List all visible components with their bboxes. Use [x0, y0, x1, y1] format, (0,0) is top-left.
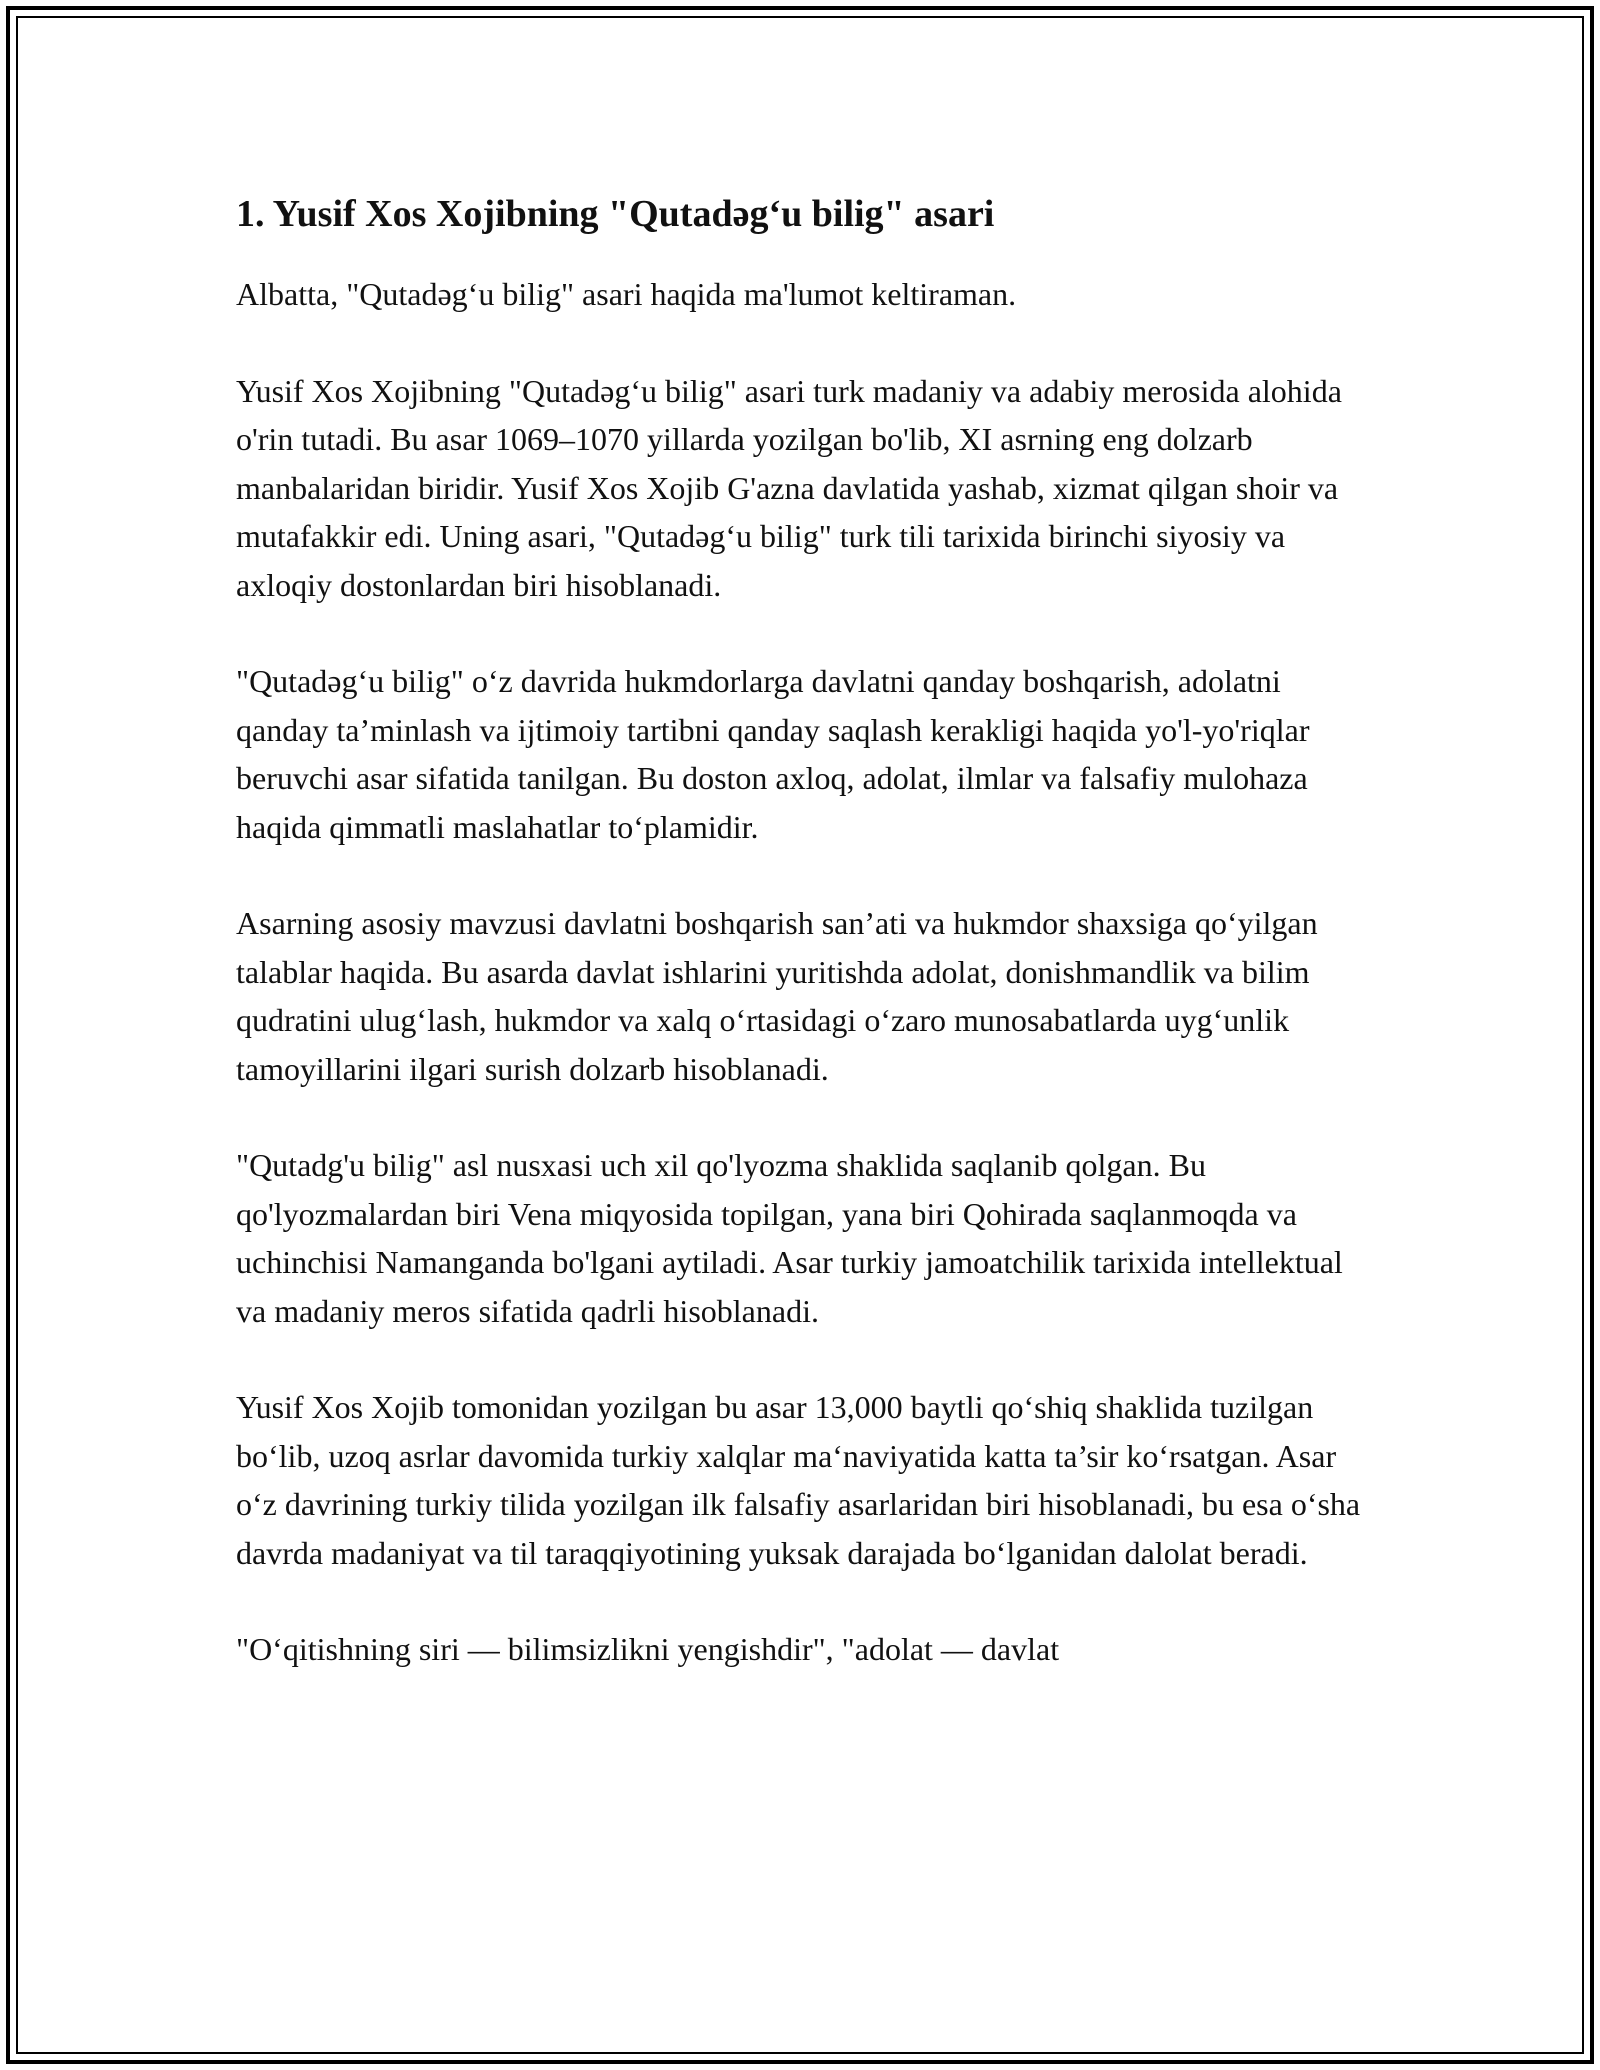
paragraph-structure-influence: Yusif Xos Xojib tomonidan yozilgan bu asar 13,000 baytli qo‘shiq shaklida tuzilgan bo‘lib, uzoq asrlar davomida turkiy xalqlar ma‘naviyatida katta ta’sir ko‘rsatgan. Asar o‘z davrining turkiy tilida yozilgan ilk falsafiy asarlaridan biri hisoblanadi, bu esa o‘sha davrda madaniyat va til taraqqiyotining yuksak darajada bo‘lganidan dalolat beradi. [236, 1389, 1361, 1571]
paragraph-quotes: "O‘qitishning siri — bilimsizlikni yengishdir", "adolat — davlat [236, 1631, 1060, 1667]
document-body [236, 186, 1376, 1674]
paragraph-author-overview: Yusif Xos Xojibning "Qutadəg‘u bilig" asari turk madaniy va adabiy merosida alohida o'rin tutadi. Bu asar 1069–1070 yillarda yozilgan bo'lib, XI asrning eng dolzarb manbalaridan biridir. Yusif Xos Xojib G'azna davlatida yashab, xizmat qilgan shoir va mutafakkir edi. Uning asari, "Qutadəg‘u bilig" turk tili tarixida birinchi siyosiy va axloqiy dostonlardan biri hisoblanadi. [236, 372, 1342, 603]
section-heading: 1. Yusif Xos Xojibning "Qutadəg‘u bilig" asari [236, 193, 995, 235]
paragraph-manuscripts: "Qutadg'u bilig" asl nusxasi uch xil qo'lyozma shaklida saqlanib qolgan. Bu qo'lyozmalardan biri Vena miqyosida topilgan, yana biri Qohirada saqlanmoqda va uchinchisi Namanganda bo'lgani aytiladi. Asar turkiy jamoatchilik tarixida intellektual va madaniy meros sifatida qadrli hisoblanadi. [236, 1147, 1343, 1329]
paragraph-governance-guide: "Qutadəg‘u bilig" o‘z davrida hukmdorlarga davlatni qanday boshqarish, adolatni qanday ta’minlash va ijtimoiy tartibni qanday saqlash kerakligi haqida yo'l-yo'riqlar beruvchi asar sifatida tanilgan. Bu doston axloq, adolat, ilmlar va falsafiy mulohaza haqida qimmatli maslahatlar to‘plamidir. [236, 663, 1310, 845]
paragraph-main-theme: Asarning asosiy mavzusi davlatni boshqarish san’ati va hukmdor shaxsiga qo‘yilgan talablar haqida. Bu asarda davlat ishlarini yuritishda adolat, donishmandlik va bilim qudratini ulug‘lash, hukmdor va xalq o‘rtasidagi o‘zaro munosabatlarda uyg‘unlik tamoyillarini ilgari surish dolzarb hisoblanadi. [236, 905, 1318, 1087]
paragraph-intro: Albatta, "Qutadəg‘u bilig" asari haqida ma'lumot keltiraman. [236, 276, 1017, 312]
